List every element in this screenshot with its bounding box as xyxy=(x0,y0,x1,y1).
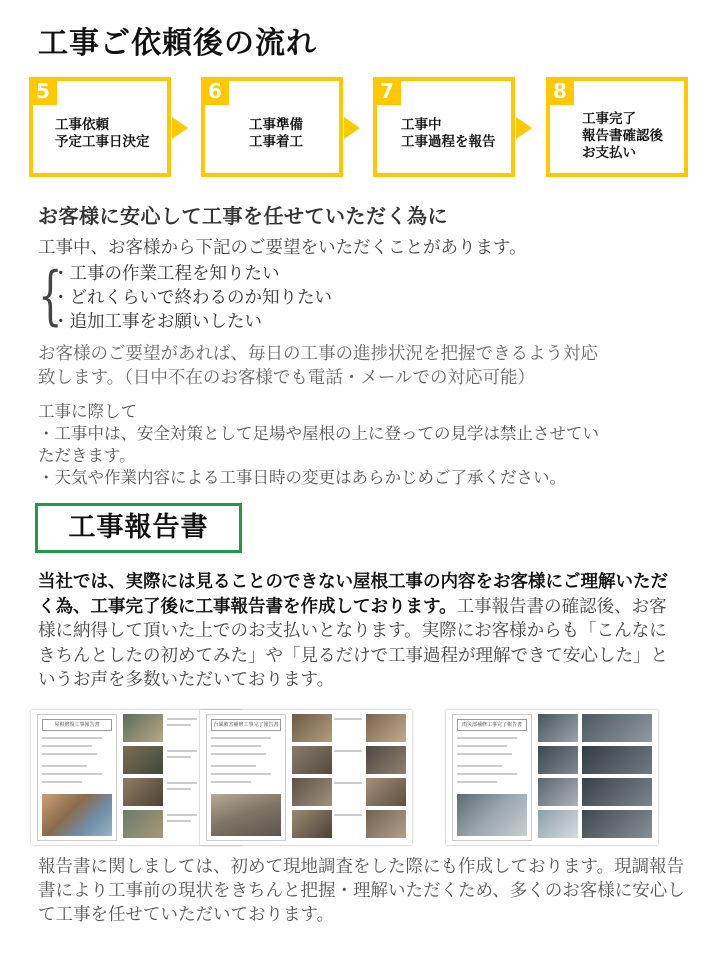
roof-photo xyxy=(366,810,406,838)
section-heading: お客様に安心して工事を任せていただく為に xyxy=(38,204,448,228)
report-doc-title: 雨災部補修工事完了報告書 xyxy=(457,719,527,731)
roof-photo xyxy=(292,778,332,806)
progress-text-line1: お客様のご要望があれば、毎日の工事の進捗状況を把握できるよう対応 xyxy=(38,344,598,364)
brace-decoration: { xyxy=(38,259,63,333)
roof-photo xyxy=(582,746,652,774)
roof-photo xyxy=(123,714,163,742)
step-5-box xyxy=(29,77,171,177)
arrow-right-icon xyxy=(172,117,188,139)
arrow-right-icon xyxy=(516,117,532,139)
report-sample-3 xyxy=(446,710,658,845)
intro-text: 工事中、お客様から下記のご要望をいただくことがあります。 xyxy=(38,238,527,258)
roof-photo xyxy=(366,778,406,806)
report-sheet xyxy=(452,714,532,841)
step-number: 6 xyxy=(201,77,229,105)
roof-photo xyxy=(366,714,406,742)
step-number: 8 xyxy=(546,77,574,105)
step-8-box xyxy=(546,77,688,177)
report-doc-title: 台風被害補修工事完了報告書 xyxy=(211,719,281,731)
roof-photo xyxy=(123,810,163,838)
roof-photo xyxy=(538,810,578,838)
roof-photo xyxy=(292,714,332,742)
note-line: ・天気や作業内容による工事日時の変更はあらかじめご了承ください。 xyxy=(38,468,566,487)
roof-photo xyxy=(292,810,332,838)
note-line: ・工事中は、安全対策として足場や屋根の上に登っての見学は禁止させてい xyxy=(38,424,599,443)
roof-photo xyxy=(457,794,527,836)
report-bold-text: 当社では、実際には見ることのできない屋根工事の内容をお客様にご理解いただく為、工事完了後に工事報告書を作成しております。 xyxy=(38,572,668,617)
step-7-box xyxy=(373,77,515,177)
roof-photo xyxy=(582,714,652,742)
step-label: 工事中 工事過程を報告 xyxy=(401,117,496,150)
step-6-box xyxy=(201,77,343,177)
list-item: ・工事の作業工程を知りたい xyxy=(52,264,280,284)
progress-text-line2: 致します。（日中不在のお客様でも電話・メールでの対応可能） xyxy=(38,368,535,388)
report-section-title: 工事報告書 xyxy=(35,503,242,553)
step-label: 工事完了 報告書確認後 お支払い xyxy=(582,111,663,161)
roof-photo xyxy=(582,810,652,838)
roof-photo xyxy=(582,778,652,806)
roof-photo xyxy=(292,746,332,774)
roof-photo xyxy=(211,794,281,836)
list-item: ・どれくらいで終わるのか知りたい xyxy=(52,288,332,308)
roof-photo xyxy=(123,778,163,806)
step-number: 7 xyxy=(373,77,401,105)
roof-photo xyxy=(538,746,578,774)
note-line: ただきます。 xyxy=(38,446,136,465)
bottom-description: 報告書に関しましては、初めて現地調査をした際にも作成しております。現調報告書により工事前の現状をきちんと把握・理解いただくため、多くのお客様に安心して工事を任せていただいております。 xyxy=(38,857,685,925)
roof-photo xyxy=(123,746,163,774)
report-rest-text: 工事報告書の確認後、お客様に納得して頂いた上でのお支払いとなります。実際にお客様からも「こんなにきちんとしたの初めてみた」や「見るだけで工事過程が理解できて安心した」というお声を多数いただいております。 xyxy=(38,596,668,690)
page-title: 工事ご依頼後の流れ xyxy=(38,26,317,61)
step-label: 工事準備 工事着工 xyxy=(249,117,303,150)
notes-title: 工事に際して xyxy=(38,402,137,421)
report-description xyxy=(38,570,680,693)
roof-photo xyxy=(42,794,112,836)
report-doc-title: 屋根修復工事報告書 xyxy=(42,719,112,731)
step-label: 工事依頼 予定工事日決定 xyxy=(55,117,150,150)
roof-photo xyxy=(366,746,406,774)
list-item: ・追加工事をお願いしたい xyxy=(52,312,262,332)
report-sample-2 xyxy=(200,710,412,845)
report-sheet xyxy=(37,714,117,841)
step-number: 5 xyxy=(29,77,57,105)
arrow-right-icon xyxy=(344,117,360,139)
roof-photo xyxy=(538,714,578,742)
roof-photo xyxy=(538,778,578,806)
report-sheet xyxy=(206,714,286,841)
